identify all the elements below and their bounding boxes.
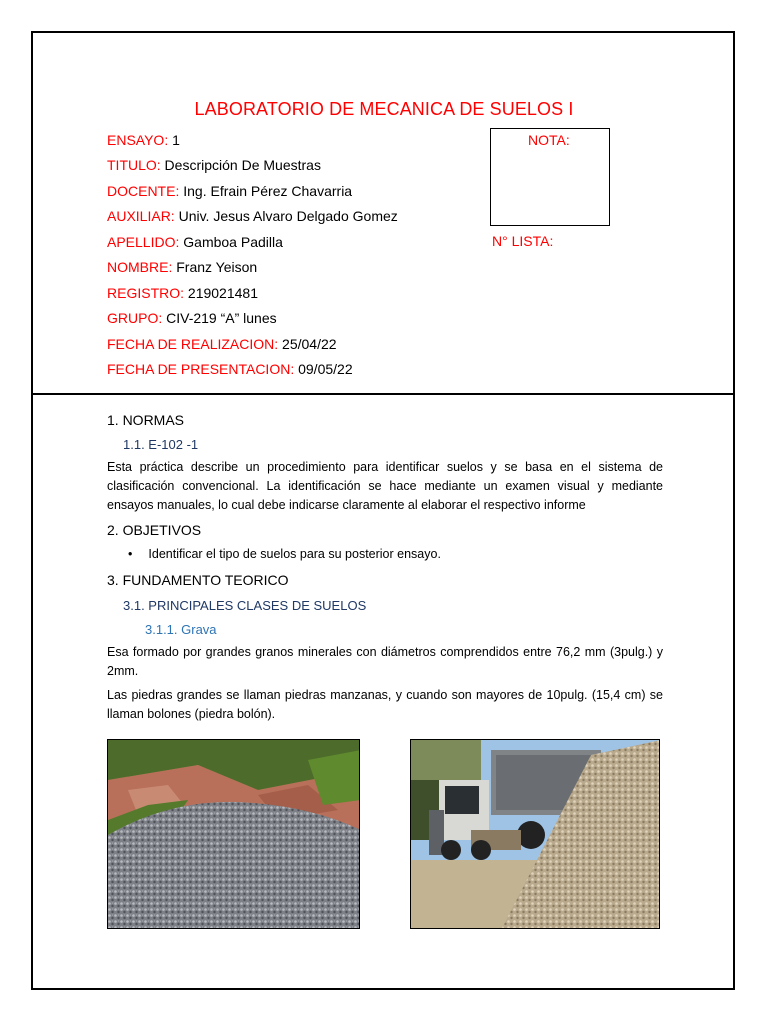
field-apellido: APELLIDO: Gamboa Padilla xyxy=(107,234,283,250)
loader-gravel-photo xyxy=(410,739,660,929)
header-divider xyxy=(31,393,735,395)
field-titulo: TITULO: Descripción De Muestras xyxy=(107,157,321,173)
bullet-icon: • xyxy=(128,547,133,561)
field-ensayo: ENSAYO: 1 xyxy=(107,132,180,148)
nota-label: NOTA: xyxy=(528,132,570,148)
paragraph-grava-2: Las piedras grandes se llaman piedras manzanas, y cuando son mayores de 10pulg. (15,4 cm) se llaman bolones (piedra bolón). xyxy=(107,688,663,721)
field-registro: REGISTRO: 219021481 xyxy=(107,285,258,301)
field-docente: DOCENTE: Ing. Efrain Pérez Chavarria xyxy=(107,183,353,199)
section-heading-normas: 1. NORMAS xyxy=(107,412,185,428)
section-heading-fundamento: 3. FUNDAMENTO TEORICO xyxy=(107,572,289,588)
gravel-hillside-image xyxy=(108,740,360,929)
field-nombre: NOMBRE: Franz Yeison xyxy=(107,259,258,275)
objective-list-item: • Identificar el tipo de suelos para su posterior ensayo. xyxy=(128,547,441,561)
gravel-pile-photo xyxy=(107,739,360,929)
loader-truck-image xyxy=(411,740,660,929)
field-fecha-realizacion: FECHA DE REALIZACION: 25/04/22 xyxy=(107,336,337,352)
document-title: LABORATORIO DE MECANICA DE SUELOS I xyxy=(194,99,574,119)
lista-label: N° LISTA: xyxy=(492,233,554,249)
subsubsection-heading-grava: 3.1.1. Grava xyxy=(145,622,217,637)
field-grupo: GRUPO: CIV-219 “A” lunes xyxy=(107,310,277,326)
field-auxiliar: AUXILIAR: Univ. Jesus Alvaro Delgado Gomez xyxy=(107,208,398,224)
section-heading-objetivos: 2. OBJETIVOS xyxy=(107,522,202,538)
subsection-heading-clases: 3.1. PRINCIPALES CLASES DE SUELOS xyxy=(123,598,367,613)
paragraph-normas: Esta práctica describe un procedimiento para identificar suelos y se basa en el sistema de clasificación convencional. La identificación se hace mediante un examen visual y mediante ensayos manuales, lo cual debe indicarse claramente al elaborar el respectivo informe xyxy=(107,460,663,512)
subsection-heading-e102: 1.1. E-102 -1 xyxy=(123,437,199,452)
paragraph-grava-1: Esa formado por grandes granos minerales con diámetros comprendidos entre 76,2 mm (3pulg.) y 2mm. xyxy=(107,645,663,678)
field-fecha-presentacion: FECHA DE PRESENTACION: 09/05/22 xyxy=(107,361,353,377)
